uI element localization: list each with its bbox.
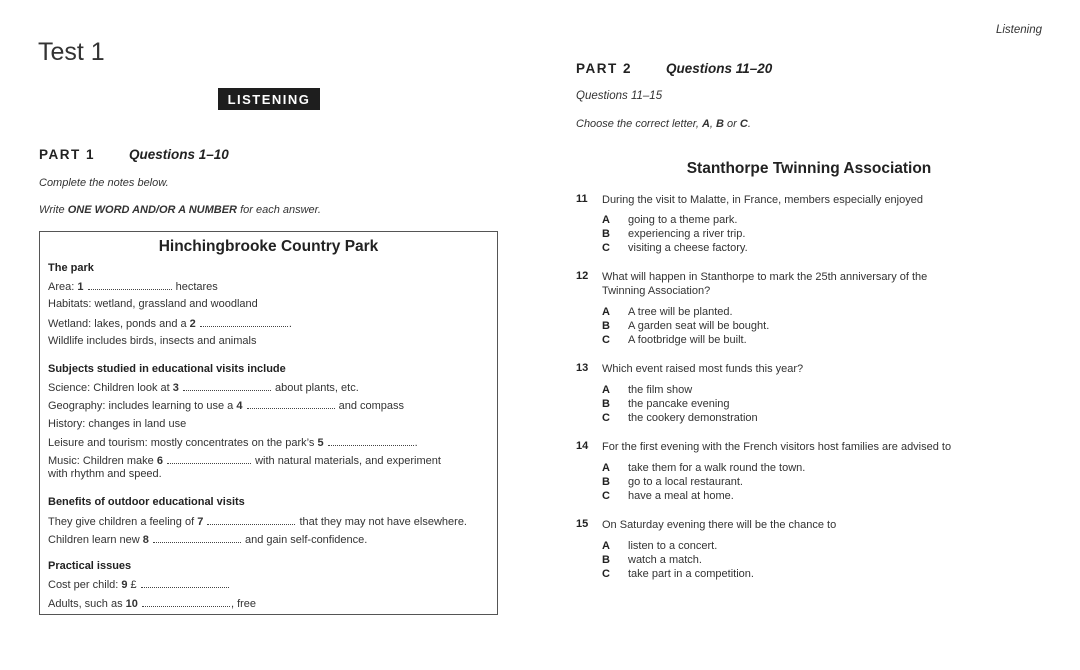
question-text: On Saturday evening there will be the chance to <box>602 519 837 531</box>
notes-box <box>39 231 498 615</box>
option-c[interactable]: C A footbridge will be built. <box>602 334 747 346</box>
answer-blank-6[interactable] <box>167 454 251 464</box>
option-a[interactable]: A the film show <box>602 384 693 396</box>
option-a[interactable]: A going to a theme park. <box>602 214 738 226</box>
question-number: 11 <box>576 193 588 205</box>
option-b[interactable]: B the pancake evening <box>602 398 730 410</box>
section-header: Listening <box>995 24 1042 36</box>
answer-blank-7[interactable] <box>207 515 295 525</box>
note-adults: Adults, such as 10 , free <box>48 598 257 610</box>
part2-label: PART 2 <box>576 61 633 76</box>
park-heading: The park <box>48 262 94 274</box>
answer-blank-1[interactable] <box>88 280 172 290</box>
option-b[interactable]: B watch a match. <box>602 554 702 566</box>
note-cost: Cost per child: 9 £ <box>48 578 230 591</box>
practical-heading: Practical issues <box>48 560 132 572</box>
question-text: During the visit to Malatte, in France, members especially enjoyed <box>602 194 923 206</box>
option-c[interactable]: C visiting a cheese factory. <box>602 242 748 254</box>
note-music-2: with rhythm and speed. <box>48 468 162 480</box>
part2-subrange: Questions 11–15 <box>576 90 663 102</box>
option-c[interactable]: C take part in a competition. <box>602 568 754 580</box>
option-c[interactable]: C have a meal at home. <box>602 490 734 502</box>
option-a[interactable]: A A tree will be planted. <box>602 306 733 318</box>
note-geography: Geography: includes learning to use a 4 and compass <box>48 400 405 412</box>
subjects-heading: Subjects studied in educational visits include <box>48 363 286 375</box>
note-history: History: changes in land use <box>48 418 187 430</box>
note-area: Area: 1 hectares <box>48 281 218 293</box>
note-habitats: Habitats: wetland, grassland and woodland <box>48 298 258 310</box>
part1-label: PART 1 <box>39 147 96 162</box>
option-a[interactable]: A listen to a concert. <box>602 540 718 552</box>
answer-blank-9[interactable] <box>141 578 229 588</box>
answer-blank-4[interactable] <box>247 399 335 409</box>
option-c[interactable]: C the cookery demonstration <box>602 412 758 424</box>
part1-instruction-2: Write ONE WORD AND/OR A NUMBER for each answer. <box>39 204 321 216</box>
note-benefit-1: They give children a feeling of 7 that they may not have elsewhere. <box>48 516 467 528</box>
answer-blank-3[interactable] <box>183 381 271 391</box>
note-music: Music: Children make 6 with natural materials, and experiment <box>48 455 441 467</box>
question-number: 12 <box>576 270 589 282</box>
option-a[interactable]: A take them for a walk round the town. <box>602 462 806 474</box>
answer-blank-10[interactable] <box>142 597 230 607</box>
part2-heading <box>576 61 772 76</box>
option-b[interactable]: B A garden seat will be bought. <box>602 320 770 332</box>
test-title: Test 1 <box>38 38 105 66</box>
option-b[interactable]: B go to a local restaurant. <box>602 476 743 488</box>
question-text: What will happen in Stanthorpe to mark the 25th anniversary of the Twinning Association? <box>602 271 928 297</box>
note-science: Science: Children look at 3 about plants, etc. <box>48 382 359 394</box>
association-title: Stanthorpe Twinning Association <box>686 160 932 177</box>
answer-blank-2[interactable] <box>200 317 288 327</box>
part1-heading <box>39 147 229 162</box>
question-text: Which event raised most funds this year? <box>602 363 804 375</box>
benefits-heading: Benefits of outdoor educational visits <box>48 496 245 508</box>
note-benefit-2: Children learn new 8 and gain self-confidence. <box>48 534 368 546</box>
note-leisure: Leisure and tourism: mostly concentrates on the park’s 5 . <box>48 437 418 449</box>
question-number: 14 <box>576 440 589 452</box>
answer-blank-5[interactable] <box>328 436 414 446</box>
note-wildlife: Wildlife includes birds, insects and animals <box>48 335 257 347</box>
listening-badge: LISTENING <box>218 88 320 110</box>
question-text: For the first evening with the French visitors host families are advised to <box>602 441 952 453</box>
part1-instruction-1: Complete the notes below. <box>39 177 169 189</box>
question-number: 15 <box>576 518 589 530</box>
note-wetland: Wetland: lakes, ponds and a 2 . <box>48 318 292 330</box>
part1-questions: Questions 1–10 <box>129 147 229 162</box>
option-b[interactable]: B experiencing a river trip. <box>602 228 746 240</box>
part2-instruction: Choose the correct letter, A, B or C. <box>576 118 751 130</box>
part2-questions: Questions 11–20 <box>666 61 773 76</box>
answer-blank-8[interactable] <box>153 533 241 543</box>
question-number: 13 <box>576 362 589 374</box>
notes-title: Hinchingbrooke Country Park <box>158 238 379 255</box>
